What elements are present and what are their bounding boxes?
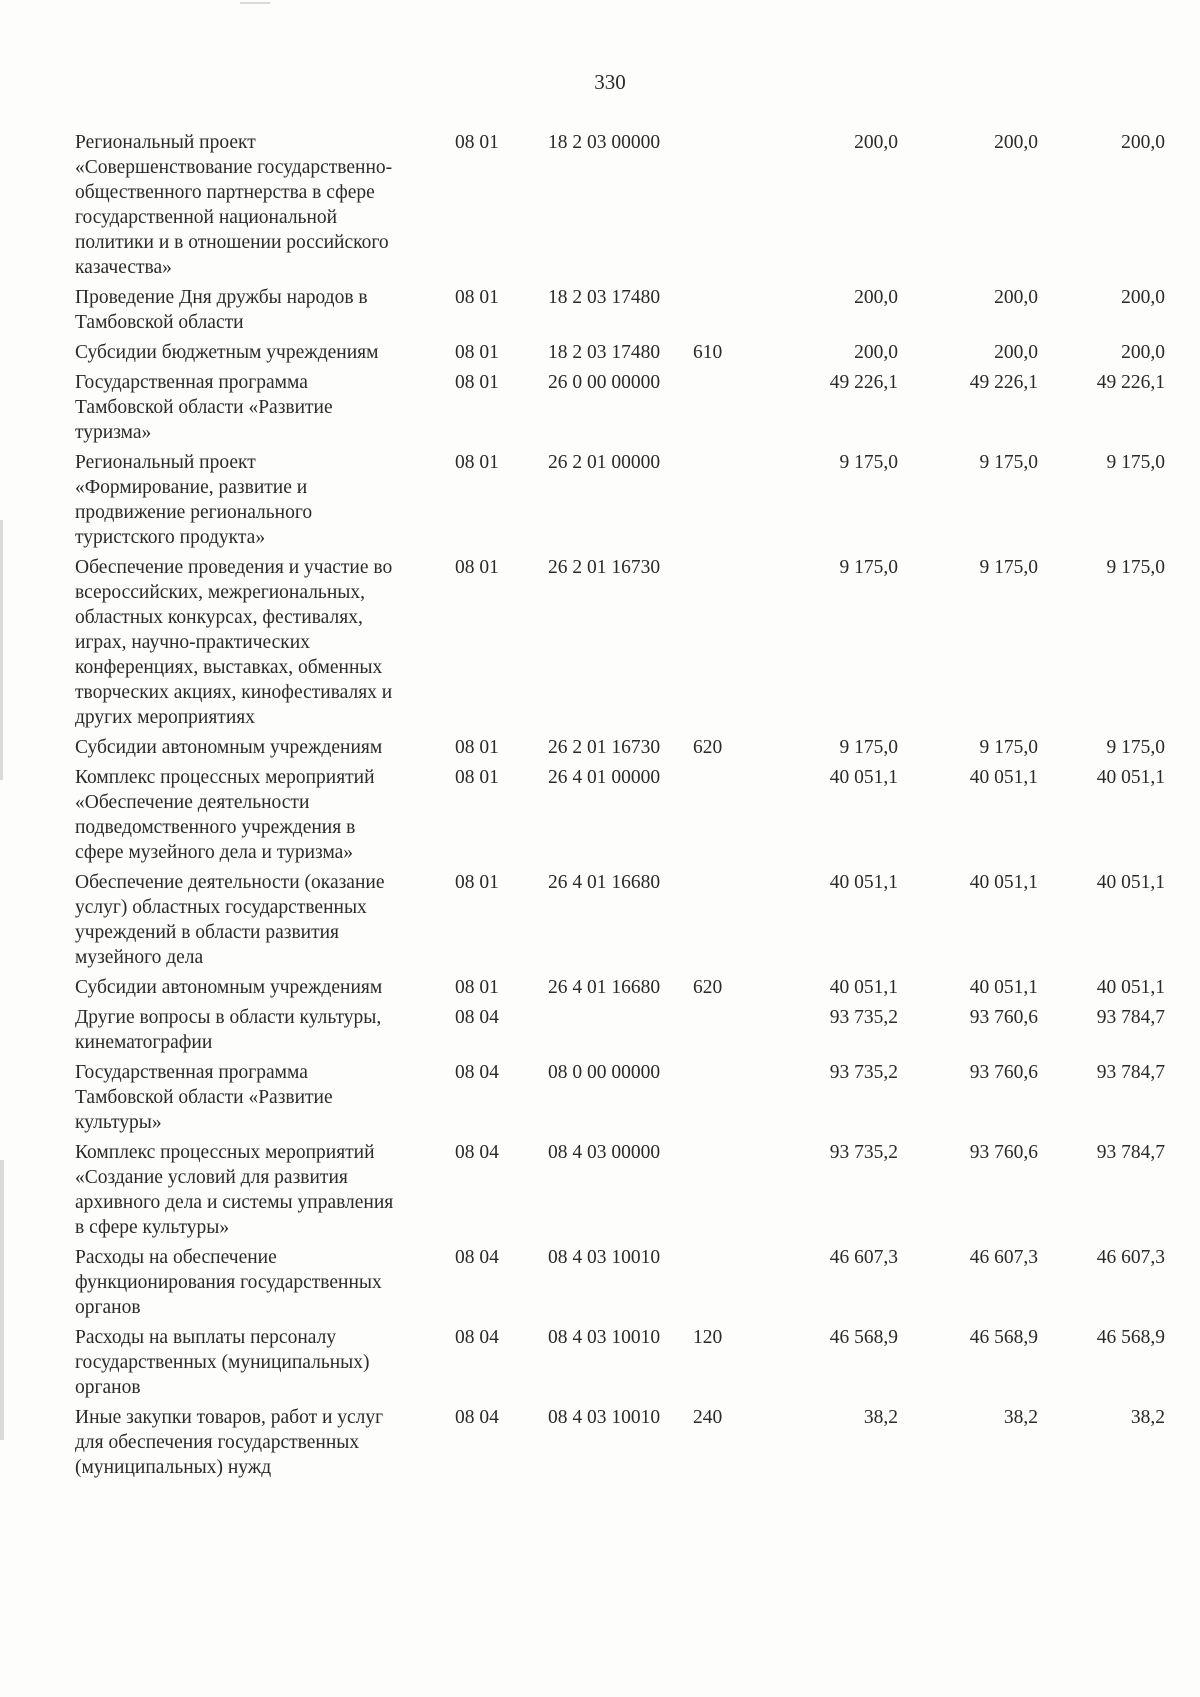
table-row — [75, 975, 1165, 1000]
row-amount-year-1: 9 175,0 — [839, 737, 898, 758]
row-section-code: 08 04 — [455, 1062, 499, 1083]
row-amount-year-3: 9 175,0 — [1106, 452, 1165, 473]
row-target-article: 08 4 03 10010 — [548, 1247, 661, 1268]
row-section-code: 08 04 — [455, 1327, 499, 1348]
row-amount-year-3: 38,2 — [1130, 1407, 1165, 1428]
table-row — [75, 340, 1165, 365]
row-amount-year-3: 40 051,1 — [1096, 977, 1165, 998]
row-amount-year-2: 9 175,0 — [979, 557, 1038, 578]
row-amount-year-3: 9 175,0 — [1106, 737, 1165, 758]
row-amount-year-3: 93 784,7 — [1096, 1062, 1165, 1083]
row-target-article: 26 0 00 00000 — [548, 372, 661, 393]
row-section-code: 08 01 — [455, 872, 499, 893]
row-target-article: 18 2 03 17480 — [548, 287, 661, 308]
row-target-article: 18 2 03 17480 — [548, 342, 661, 363]
row-section-code: 08 01 — [455, 342, 499, 363]
row-amount-year-2: 93 760,6 — [969, 1007, 1038, 1028]
table-row — [75, 870, 1165, 970]
row-amount-year-2: 46 568,9 — [969, 1327, 1038, 1348]
row-section-code: 08 01 — [455, 977, 499, 998]
row-expense-type — [693, 130, 753, 280]
table-row — [75, 1060, 1165, 1135]
table-row — [75, 735, 1165, 760]
row-expense-type: 120 — [693, 1327, 723, 1348]
table-row — [75, 130, 1165, 280]
row-amount-year-3: 200,0 — [1121, 132, 1165, 153]
row-expense-type — [693, 370, 753, 445]
page-number: 330 — [594, 70, 626, 94]
row-name: Комплекс процессных мероприятий «Обеспечение деятельности подведомственного учреждения в сфере музейного дела и туризма» — [75, 767, 375, 863]
row-amount-year-1: 93 735,2 — [829, 1007, 898, 1028]
row-name: Расходы на обеспечение функционирования государственных органов — [75, 1247, 382, 1318]
row-amount-year-2: 9 175,0 — [979, 452, 1038, 473]
row-amount-year-2: 93 760,6 — [969, 1142, 1038, 1163]
row-expense-type — [693, 870, 753, 970]
row-name: Государственная программа Тамбовской области «Развитие культуры» — [75, 1062, 333, 1133]
row-amount-year-1: 200,0 — [854, 287, 898, 308]
row-amount-year-1: 40 051,1 — [829, 872, 898, 893]
row-section-code: 08 01 — [455, 372, 499, 393]
table-row — [75, 1325, 1165, 1400]
row-amount-year-3: 40 051,1 — [1096, 872, 1165, 893]
row-target-article: 26 2 01 16730 — [548, 737, 661, 758]
row-amount-year-2: 40 051,1 — [969, 872, 1038, 893]
row-target-article: 26 2 01 16730 — [548, 557, 661, 578]
scan-artifact — [0, 1160, 4, 1440]
row-expense-type — [693, 1060, 753, 1135]
row-amount-year-1: 40 051,1 — [829, 767, 898, 788]
row-target-article: 08 0 00 00000 — [548, 1062, 661, 1083]
scan-artifact — [0, 520, 3, 780]
row-section-code: 08 04 — [455, 1142, 499, 1163]
row-name: Иные закупки товаров, работ и услуг для обеспечения государственных (муниципальных) нужд — [75, 1407, 384, 1478]
row-expense-type — [693, 450, 753, 550]
row-expense-type — [693, 555, 753, 730]
row-expense-type: 240 — [693, 1407, 723, 1428]
row-name: Региональный проект «Формирование, развитие и продвижение регионального туристского продукта» — [75, 452, 313, 548]
table-row — [75, 1140, 1165, 1240]
row-expense-type — [693, 1140, 753, 1240]
row-section-code: 08 01 — [455, 557, 499, 578]
table-row — [75, 285, 1165, 335]
row-target-article: 26 4 01 16680 — [548, 872, 661, 893]
row-target-article: 26 4 01 16680 — [548, 977, 661, 998]
row-amount-year-1: 200,0 — [854, 342, 898, 363]
row-name: Комплекс процессных мероприятий «Создание условий для развития архивного дела и системы управления в сфере культуры» — [75, 1142, 394, 1238]
row-amount-year-3: 93 784,7 — [1096, 1007, 1165, 1028]
row-amount-year-1: 9 175,0 — [839, 452, 898, 473]
row-section-code: 08 01 — [455, 452, 499, 473]
row-amount-year-2: 200,0 — [994, 287, 1038, 308]
row-name: Другие вопросы в области культуры, кинематографии — [75, 1007, 382, 1053]
row-amount-year-1: 38,2 — [863, 1407, 898, 1428]
row-amount-year-1: 46 568,9 — [829, 1327, 898, 1348]
row-expense-type — [693, 1245, 753, 1320]
table-row — [75, 450, 1165, 550]
row-target-article — [548, 1005, 693, 1055]
row-target-article: 08 4 03 10010 — [548, 1407, 661, 1428]
table-row — [75, 555, 1165, 730]
table-row — [75, 1245, 1165, 1320]
row-name: Субсидии автономным учреждениям — [75, 977, 383, 998]
row-amount-year-2: 93 760,6 — [969, 1062, 1038, 1083]
row-amount-year-3: 49 226,1 — [1096, 372, 1165, 393]
row-section-code: 08 01 — [455, 287, 499, 308]
row-amount-year-3: 93 784,7 — [1096, 1142, 1165, 1163]
row-section-code: 08 04 — [455, 1247, 499, 1268]
row-name: Обеспечение проведения и участие во всероссийских, межрегиональных, областных конкурсах, фестивалях, играх, научно-практических конференциях, выставках, обменных творческих акциях, кинофестивалях и других мероприятиях — [75, 557, 393, 728]
row-amount-year-2: 9 175,0 — [979, 737, 1038, 758]
row-amount-year-1: 200,0 — [854, 132, 898, 153]
row-amount-year-2: 200,0 — [994, 132, 1038, 153]
row-name: Обеспечение деятельности (оказание услуг) областных государственных учреждений в области развития музейного дела — [75, 872, 385, 968]
row-name: Расходы на выплаты персоналу государственных (муниципальных) органов — [75, 1327, 370, 1398]
row-amount-year-2: 40 051,1 — [969, 767, 1038, 788]
row-expense-type — [693, 1005, 753, 1055]
scan-artifact — [240, 2, 270, 4]
row-amount-year-2: 40 051,1 — [969, 977, 1038, 998]
row-amount-year-2: 200,0 — [994, 342, 1038, 363]
row-target-article: 26 4 01 00000 — [548, 767, 661, 788]
row-expense-type: 620 — [693, 737, 723, 758]
row-name: Проведение Дня дружбы народов в Тамбовской области — [75, 287, 368, 333]
row-name: Субсидии бюджетным учреждениям — [75, 342, 379, 363]
row-expense-type: 610 — [693, 342, 723, 363]
budget-table — [75, 130, 1165, 1485]
row-name: Субсидии автономным учреждениям — [75, 737, 383, 758]
table-row — [75, 370, 1165, 445]
row-expense-type — [693, 765, 753, 865]
row-amount-year-3: 9 175,0 — [1106, 557, 1165, 578]
table-row — [75, 1005, 1165, 1055]
row-target-article: 18 2 03 00000 — [548, 132, 661, 153]
row-target-article: 08 4 03 10010 — [548, 1327, 661, 1348]
row-amount-year-1: 49 226,1 — [829, 372, 898, 393]
row-amount-year-2: 46 607,3 — [969, 1247, 1038, 1268]
row-amount-year-1: 93 735,2 — [829, 1062, 898, 1083]
table-row — [75, 1405, 1165, 1480]
row-expense-type — [693, 285, 753, 335]
row-section-code: 08 04 — [455, 1407, 499, 1428]
row-target-article: 08 4 03 00000 — [548, 1142, 661, 1163]
row-amount-year-1: 46 607,3 — [829, 1247, 898, 1268]
row-section-code: 08 01 — [455, 737, 499, 758]
row-name: Региональный проект «Совершенствование государственно- общественного партнерства в сфере государственной национальной политики и в отношении российского казачества» — [75, 132, 393, 278]
row-amount-year-3: 40 051,1 — [1096, 767, 1165, 788]
row-amount-year-3: 46 607,3 — [1096, 1247, 1165, 1268]
row-target-article: 26 2 01 00000 — [548, 452, 661, 473]
row-amount-year-3: 200,0 — [1121, 287, 1165, 308]
row-section-code: 08 04 — [455, 1007, 499, 1028]
row-amount-year-1: 93 735,2 — [829, 1142, 898, 1163]
table-row — [75, 765, 1165, 865]
row-amount-year-3: 46 568,9 — [1096, 1327, 1165, 1348]
row-section-code: 08 01 — [455, 767, 499, 788]
row-amount-year-3: 200,0 — [1121, 342, 1165, 363]
row-section-code: 08 01 — [455, 132, 499, 153]
row-expense-type: 620 — [693, 977, 723, 998]
row-amount-year-1: 9 175,0 — [839, 557, 898, 578]
row-name: Государственная программа Тамбовской области «Развитие туризма» — [75, 372, 333, 443]
row-amount-year-1: 40 051,1 — [829, 977, 898, 998]
row-amount-year-2: 38,2 — [1003, 1407, 1038, 1428]
row-amount-year-2: 49 226,1 — [969, 372, 1038, 393]
